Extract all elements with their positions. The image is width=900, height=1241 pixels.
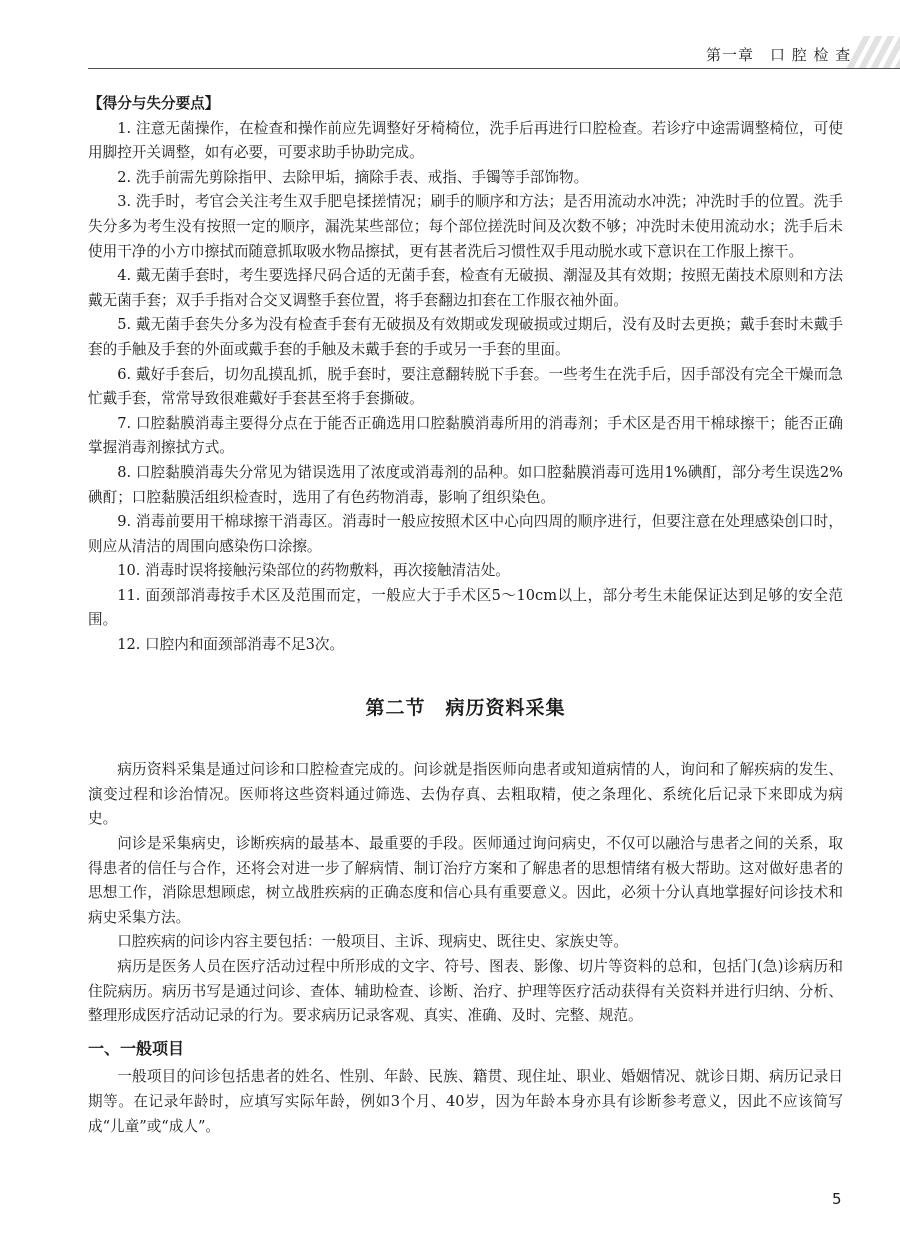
section-paragraph: 口腔疾病的问诊内容主要包括：一般项目、主诉、现病史、既往史、家族史等。 xyxy=(117,933,628,951)
tip-item-10: 10. 消毒时误将接触污染部位的药物敷料，再次接触清洁处。 xyxy=(117,562,510,580)
tip-item-3: 3. 洗手时，考官会关注考生双手肥皂揉搓情况；刷手的顺序和方法；是否用流动水冲洗；冲洗时手的位置。洗手失分多为考生没有按照一定的顺序，漏洗某些部位；每个部位搓洗时间及次数不够；冲洗时未使用流动水；洗手后未使用干净的小方巾擦拭而随意抓取吸水物品擦拭，更有甚者洗后习惯性双手甩动脱水或下意识在工作服上擦干。 xyxy=(88,193,843,260)
tip-item-2: 2. 洗手前需先剪除指甲、去除甲垢，摘除手表、戒指、手镯等手部饰物。 xyxy=(117,168,589,186)
subsection-paragraph: 一般项目的问诊包括患者的姓名、性别、年龄、民族、籍贯、现住址、职业、婚姻情况、就诊日期、病历记录日期等。在记录年龄时，应填写实际年龄，例如3个月、40岁，因为年龄本身亦具有诊断参考意义，因此不应该简写成“儿童”或“成人”。 xyxy=(88,1068,843,1135)
tip-item-4: 4. 戴无菌手套时，考生要选择尺码合适的无菌手套，检查有无破损、潮湿及其有效期；按照无菌技术原则和方法戴无菌手套；双手手指对合交叉调整手套位置，将手套翻边扣套在工作服衣袖外面。 xyxy=(88,267,843,309)
section-paragraph: 问诊是采集病史，诊断疾病的最基本、最重要的手段。医师通过询问病史，不仅可以融洽与患者之间的关系，取得患者的信任与合作，还将会对进一步了解病情、制订治疗方案和了解患者的思想情绪有极大帮助。这对做好患者的思想工作，消除思想顾虑，树立战胜疾病的正确态度和信心具有重要意义。因此，必须十分认真地掌握好问诊技术和病史采集方法。 xyxy=(88,835,843,926)
header-rule xyxy=(88,68,900,69)
page-number: 5 xyxy=(832,1190,842,1208)
subsection-heading: 一、一般项目 xyxy=(88,1038,185,1058)
tip-item-12: 12. 口腔内和面颈部消毒不足3次。 xyxy=(117,636,345,654)
tip-item-11: 11. 面颈部消毒按手术区及范围而定，一般应大于手术区5～10cm以上，部分考生未能保证达到足够的安全范围。 xyxy=(88,586,843,629)
tip-item-7: 7. 口腔黏膜消毒主要得分点在于能否正确选用口腔黏膜消毒所用的消毒剂；手术区是否用干棉球擦干；能否正确掌握消毒剂擦拭方式。 xyxy=(88,414,843,457)
section-paragraph: 病历是医务人员在医疗活动过程中所形成的文字、符号、图表、影像、切片等资料的总和，包括门(急)诊病历和住院病历。病历书写是通过问诊、查体、辅助检查、诊断、治疗、护理等医疗活动获得有关资料并进行归纳、分析、整理形成医疗活动记录的行为。要求病历记录客观、真实、准确、及时、完整、规范。 xyxy=(88,958,843,1025)
tip-item-6: 6. 戴好手套后，切勿乱摸乱抓，脱手套时，要注意翻转脱下手套。一些考生在洗手后，因手部没有完全干燥而急忙戴手套，常常导致很难戴好手套甚至将手套撕破。 xyxy=(88,365,843,408)
chapter-title: 第一章 口 腔 检 查 xyxy=(706,46,852,64)
section-paragraph: 病历资料采集是通过问诊和口腔检查完成的。问诊就是指医师向患者或知道病情的人，询问和了解疾病的发生、演变过程和诊治情况。医师将这些资料通过筛选、去伪存真、去粗取精，使之条理化、系统化后记录下来即成为病史。 xyxy=(88,761,843,828)
header-decoration xyxy=(840,36,900,68)
tip-item-8: 8. 口腔黏膜消毒失分常见为错误选用了浓度或消毒剂的品种。如口腔黏膜消毒可选用1%碘酊，部分考生误选2%碘酊；口腔黏膜活组织检查时，选用了有色药物消毒，影响了组织染色。 xyxy=(88,463,843,506)
tip-item-1: 1. 注意无菌操作，在检查和操作前应先调整好牙椅椅位，洗手后再进行口腔检查。若诊疗中途需调整椅位，可使用脚控开关调整，如有必要，可要求助手协助完成。 xyxy=(88,119,843,162)
tip-item-9: 9. 消毒前要用干棉球擦干消毒区。消毒时一般应按照术区中心向四周的顺序进行，但要注意在处理感染创口时，则应从清洁的周围向感染伤口涂擦。 xyxy=(88,513,843,555)
section-title: 第二节 病历资料采集 xyxy=(365,696,566,719)
tip-item-5: 5. 戴无菌手套失分多为没有检查手套有无破损及有效期或发现破损或过期后，没有及时去更换；戴手套时未戴手套的手触及手套的外面或戴手套的手触及未戴手套的手或另一手套的里面。 xyxy=(88,316,843,358)
page-header xyxy=(0,0,900,70)
page-content xyxy=(88,92,843,1139)
tips-heading: 【得分与失分要点】 xyxy=(88,95,220,112)
